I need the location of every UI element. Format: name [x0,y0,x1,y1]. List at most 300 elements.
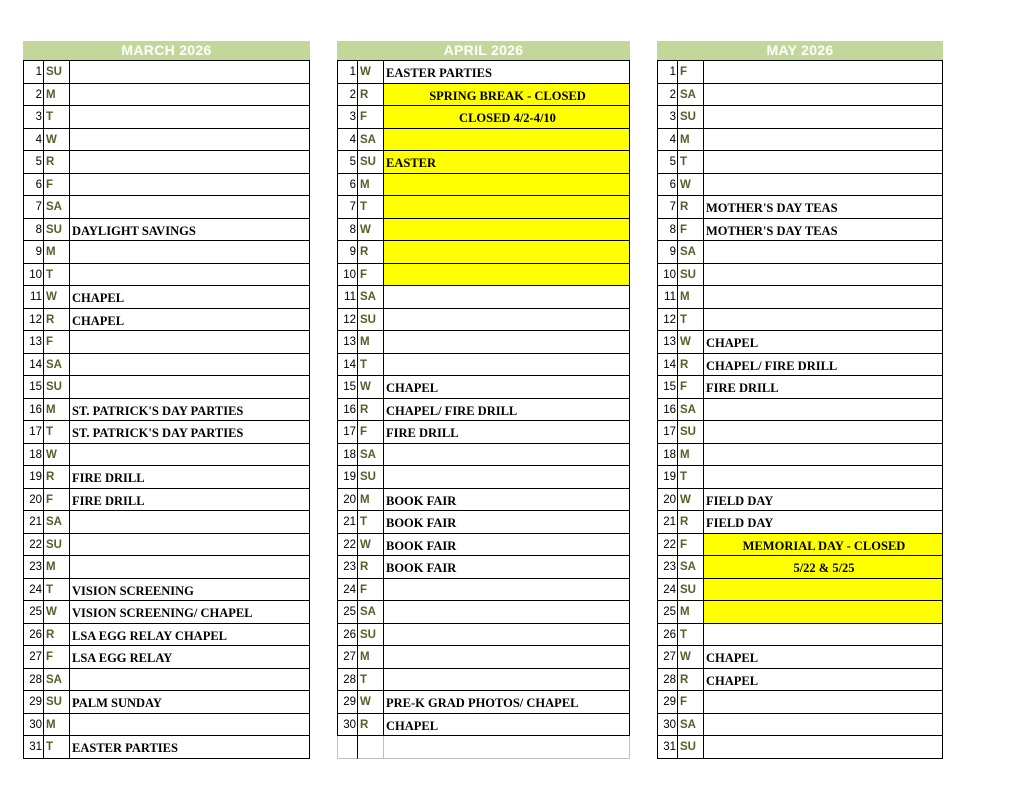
calendar-row [23,646,310,669]
event-cell: BOOK FAIR [384,534,630,557]
event-cell [384,579,630,602]
day-number: 9 [657,241,678,264]
event-cell [384,309,630,332]
event-cell [384,264,630,287]
event-cell: BOOK FAIR [384,511,630,534]
calendar-row [23,534,310,557]
event-cell [70,84,310,107]
day-of-week: M [678,444,704,467]
event-cell [704,601,943,624]
day-number [337,736,358,759]
calendar-row [23,241,310,264]
event-cell [384,129,630,152]
calendar-row [657,736,943,759]
calendar-row [23,511,310,534]
calendar-row [23,286,310,309]
calendar-row [337,84,630,107]
event-cell [704,129,943,152]
day-of-week: R [678,511,704,534]
day-number: 19 [337,466,358,489]
calendar-row [657,466,943,489]
calendar-row [337,444,630,467]
day-of-week: M [358,174,384,197]
event-cell [704,624,943,647]
calendar-row [657,106,943,129]
event-cell: CHAPEL [704,669,943,692]
event-cell [704,106,943,129]
event-cell [70,444,310,467]
day-number: 5 [657,151,678,174]
day-of-week: F [358,264,384,287]
calendar-row [23,309,310,332]
day-number: 19 [23,466,44,489]
day-number: 28 [657,669,678,692]
calendar-row [657,61,943,84]
day-grid [23,60,310,759]
day-of-week: SU [358,624,384,647]
calendar-row [657,84,943,107]
event-cell [384,331,630,354]
calendar-row [23,736,310,759]
day-of-week: T [44,736,70,759]
calendar-row [657,286,943,309]
day-number: 26 [657,624,678,647]
day-number: 4 [23,129,44,152]
day-number: 31 [657,736,678,759]
day-number: 10 [337,264,358,287]
event-cell: FIRE DRILL [384,421,630,444]
calendar-row [337,489,630,512]
event-cell [70,61,310,84]
day-number: 20 [23,489,44,512]
day-number: 23 [337,556,358,579]
calendar-row [23,421,310,444]
day-number: 14 [657,354,678,377]
event-cell: CHAPEL [704,646,943,669]
calendar-row [657,624,943,647]
event-cell [70,354,310,377]
day-of-week: T [44,106,70,129]
calendar-row [657,489,943,512]
day-of-week: W [44,444,70,467]
day-number: 8 [23,219,44,242]
day-number: 6 [657,174,678,197]
event-cell: FIRE DRILL [704,376,943,399]
calendar-row [23,624,310,647]
event-cell [70,534,310,557]
day-number: 1 [657,61,678,84]
calendar-row [23,601,310,624]
calendar-row [657,511,943,534]
event-cell [384,624,630,647]
day-number: 4 [337,129,358,152]
day-of-week: SA [678,84,704,107]
event-cell [704,444,943,467]
event-cell [70,151,310,174]
day-of-week: M [44,241,70,264]
calendar-row [337,309,630,332]
day-of-week: F [678,691,704,714]
day-number: 27 [337,646,358,669]
calendar-row [657,241,943,264]
calendar-row [657,264,943,287]
day-number: 30 [337,714,358,737]
event-cell: MOTHER'S DAY TEAS [704,196,943,219]
day-number: 29 [657,691,678,714]
day-of-week: F [44,174,70,197]
day-grid [657,60,943,759]
day-of-week: SA [678,714,704,737]
calendar-row [337,646,630,669]
event-cell [70,376,310,399]
day-of-week: T [678,151,704,174]
calendar-row [657,714,943,737]
day-of-week: M [678,129,704,152]
day-number: 19 [657,466,678,489]
calendar-row [337,331,630,354]
calendar-row [23,669,310,692]
month-title: MARCH 2026 [23,41,310,60]
event-cell [704,714,943,737]
day-of-week: SA [44,354,70,377]
day-of-week: M [44,714,70,737]
day-of-week: F [678,61,704,84]
calendar-row [657,331,943,354]
event-cell: EASTER [384,151,630,174]
calendar-row [23,376,310,399]
calendar-row [337,129,630,152]
day-number: 24 [337,579,358,602]
day-of-week: SU [358,466,384,489]
day-of-week: SU [358,309,384,332]
event-cell [384,196,630,219]
day-of-week: SU [44,61,70,84]
calendar-row [337,511,630,534]
day-of-week: W [358,376,384,399]
event-cell [704,579,943,602]
day-number: 10 [23,264,44,287]
day-number: 18 [657,444,678,467]
day-number: 12 [23,309,44,332]
day-of-week: F [358,106,384,129]
month-may [657,41,943,759]
calendar-row [657,151,943,174]
calendar-row [337,376,630,399]
calendar-row [23,106,310,129]
calendar-row [337,534,630,557]
day-number: 11 [657,286,678,309]
event-cell [704,174,943,197]
day-number: 2 [23,84,44,107]
day-number: 29 [23,691,44,714]
day-of-week: T [44,264,70,287]
day-number: 13 [337,331,358,354]
day-number: 2 [657,84,678,107]
event-cell [70,669,310,692]
day-of-week: M [678,286,704,309]
event-cell: LSA EGG RELAY [70,646,310,669]
calendar-row [337,714,630,737]
day-of-week: W [44,286,70,309]
month-march [23,41,310,759]
calendar-row [657,129,943,152]
day-of-week: W [44,601,70,624]
day-of-week: F [678,534,704,557]
calendar-row [657,556,943,579]
day-of-week: SU [44,534,70,557]
day-number: 16 [23,399,44,422]
day-of-week: SU [678,736,704,759]
day-number: 30 [23,714,44,737]
day-of-week: T [678,309,704,332]
calendar-row [657,399,943,422]
event-cell [384,174,630,197]
day-of-week: SA [44,669,70,692]
day-of-week: F [44,331,70,354]
event-cell [384,669,630,692]
day-of-week: F [358,421,384,444]
calendar-row [657,579,943,602]
calendar-row [23,264,310,287]
day-number: 28 [337,669,358,692]
event-cell [384,736,630,759]
day-of-week: R [358,399,384,422]
event-cell: CHAPEL [384,714,630,737]
calendar-row [337,61,630,84]
calendar-row [23,129,310,152]
event-cell: EASTER PARTIES [384,61,630,84]
day-number: 25 [23,601,44,624]
calendar-row [657,421,943,444]
calendar-row [657,646,943,669]
day-number: 18 [337,444,358,467]
event-cell: FIRE DRILL [70,466,310,489]
calendar-row [337,736,630,759]
day-of-week: R [358,84,384,107]
event-cell: CHAPEL/ FIRE DRILL [384,399,630,422]
calendar-row [337,624,630,647]
calendar-row [337,286,630,309]
day-of-week: SA [358,286,384,309]
calendar-row [337,601,630,624]
calendar-row [337,556,630,579]
day-number: 4 [657,129,678,152]
day-of-week: SU [678,106,704,129]
day-of-week: T [678,624,704,647]
event-cell: DAYLIGHT SAVINGS [70,219,310,242]
day-of-week: R [358,556,384,579]
day-of-week: R [358,241,384,264]
day-of-week: SA [358,129,384,152]
day-of-week: R [44,151,70,174]
event-cell [704,241,943,264]
event-cell [384,444,630,467]
calendar-row [337,354,630,377]
event-cell [70,196,310,219]
event-cell: CHAPEL [70,309,310,332]
day-of-week: W [358,691,384,714]
day-number: 27 [657,646,678,669]
day-of-week: T [678,466,704,489]
day-of-week: SA [678,241,704,264]
month-title: MAY 2026 [657,41,943,60]
day-of-week: SU [44,219,70,242]
event-cell: VISION SCREENING [70,579,310,602]
day-of-week: SA [44,196,70,219]
day-number: 25 [337,601,358,624]
day-of-week: F [44,646,70,669]
calendar-row [337,151,630,174]
event-cell: LSA EGG RELAY CHAPEL [70,624,310,647]
event-cell [384,219,630,242]
day-number: 1 [337,61,358,84]
day-number: 17 [657,421,678,444]
calendar-row [337,196,630,219]
day-number: 6 [23,174,44,197]
event-cell: CLOSED 4/2-4/10 [384,106,630,129]
day-of-week: T [44,579,70,602]
calendar-row [23,556,310,579]
month-april [337,41,630,759]
event-cell: ST. PATRICK'S DAY PARTIES [70,399,310,422]
day-number: 24 [23,579,44,602]
day-of-week: W [358,534,384,557]
event-cell: VISION SCREENING/ CHAPEL [70,601,310,624]
day-of-week: T [358,354,384,377]
calendar-row [23,579,310,602]
day-of-week: SU [44,376,70,399]
day-of-week: R [44,624,70,647]
day-number: 14 [337,354,358,377]
day-of-week: R [678,669,704,692]
calendar-row [337,421,630,444]
day-of-week: SA [44,511,70,534]
event-cell [704,61,943,84]
calendar-row [657,196,943,219]
event-cell [70,714,310,737]
day-number: 22 [337,534,358,557]
calendar-row [23,399,310,422]
day-of-week: SU [44,691,70,714]
day-of-week: SU [678,264,704,287]
calendar-row [337,669,630,692]
calendar-row [23,61,310,84]
day-of-week: R [44,309,70,332]
calendar-row [337,106,630,129]
event-cell [704,691,943,714]
calendar-row [337,579,630,602]
day-number: 12 [337,309,358,332]
calendar-row [337,691,630,714]
day-number: 14 [23,354,44,377]
day-number: 3 [337,106,358,129]
day-number: 16 [337,399,358,422]
day-of-week: F [678,219,704,242]
calendar-row [337,264,630,287]
event-cell: EASTER PARTIES [70,736,310,759]
day-of-week: T [358,196,384,219]
day-of-week: F [358,579,384,602]
event-cell [704,151,943,174]
event-cell: CHAPEL [704,331,943,354]
event-cell [70,174,310,197]
day-of-week: M [678,601,704,624]
event-cell: CHAPEL [70,286,310,309]
day-number: 15 [23,376,44,399]
calendar-row [657,219,943,242]
day-number: 5 [337,151,358,174]
calendar-row [23,444,310,467]
event-cell [384,646,630,669]
day-number: 2 [337,84,358,107]
day-grid [337,60,630,759]
event-cell: FIRE DRILL [70,489,310,512]
day-of-week: M [358,646,384,669]
day-number: 22 [657,534,678,557]
day-of-week: SU [678,421,704,444]
event-cell [384,466,630,489]
event-cell: BOOK FAIR [384,489,630,512]
calendar-row [657,309,943,332]
event-cell [704,309,943,332]
day-number: 9 [337,241,358,264]
calendar-row [23,84,310,107]
day-number: 8 [337,219,358,242]
day-of-week: W [358,219,384,242]
day-of-week: R [44,466,70,489]
event-cell [70,331,310,354]
day-of-week: SU [678,579,704,602]
day-of-week: W [678,646,704,669]
day-of-week: T [358,669,384,692]
event-cell: 5/22 & 5/25 [704,556,943,579]
event-cell [704,736,943,759]
calendar-row [23,489,310,512]
month-title: APRIL 2026 [337,41,630,60]
calendar-row [337,241,630,264]
calendar-row [657,444,943,467]
event-cell [384,286,630,309]
day-number: 29 [337,691,358,714]
event-cell [704,264,943,287]
calendar-row [657,669,943,692]
event-cell [70,556,310,579]
day-number: 10 [657,264,678,287]
calendar-row [23,196,310,219]
day-number: 3 [23,106,44,129]
event-cell: MOTHER'S DAY TEAS [704,219,943,242]
day-number: 26 [337,624,358,647]
day-of-week: W [358,61,384,84]
day-of-week: F [678,376,704,399]
calendar-row [23,691,310,714]
calendar-row [23,151,310,174]
day-number: 6 [337,174,358,197]
event-cell: BOOK FAIR [384,556,630,579]
calendar-row [337,174,630,197]
day-number: 26 [23,624,44,647]
event-cell [704,399,943,422]
day-number: 21 [23,511,44,534]
calendar-row [23,714,310,737]
day-of-week: W [678,174,704,197]
day-of-week: SA [678,556,704,579]
day-number: 20 [657,489,678,512]
event-cell [384,354,630,377]
day-number: 7 [337,196,358,219]
day-number: 12 [657,309,678,332]
day-number: 15 [657,376,678,399]
